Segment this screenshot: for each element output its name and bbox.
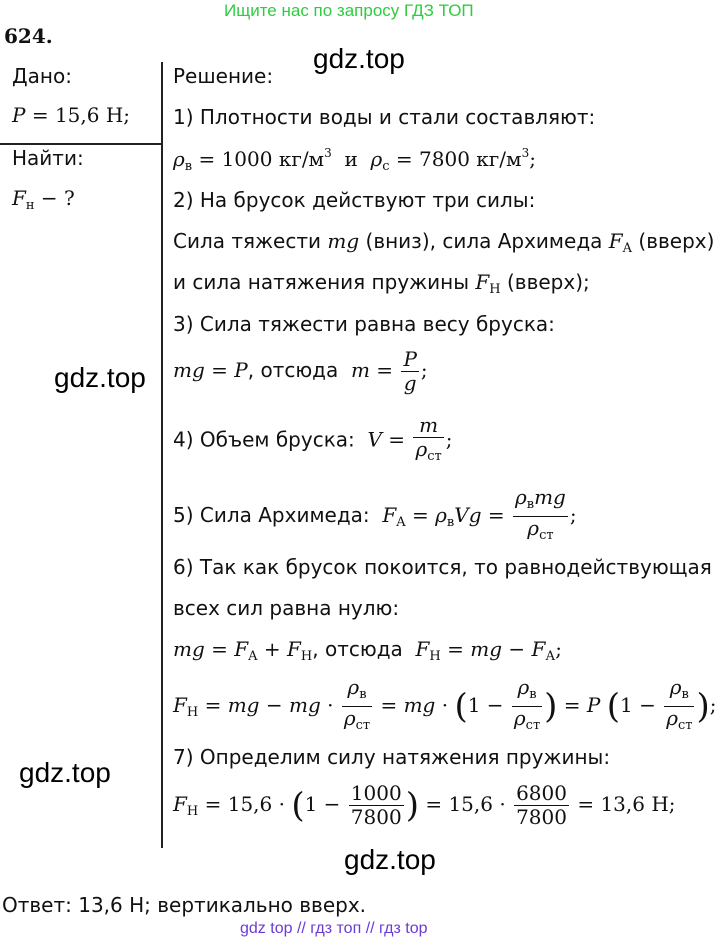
var-p: P [12, 103, 26, 127]
footer-link-3[interactable]: гдз top [379, 920, 428, 937]
frac1-den: 7800 [350, 805, 402, 829]
var-f: F [12, 186, 26, 210]
solution-heading: Решение: [173, 64, 274, 88]
result-value: 13,6 Н; [600, 792, 676, 816]
find-value [12, 186, 75, 213]
result-formula: $F_Н = 15,6 \cdot (1$ − $\frac{1000}{7800}$ ) = 15,6 · $\frac{6800}{7800}$ = 13,6 Н; [173, 781, 676, 829]
forces-line-2: и сила натяжения пружины $F_Н$ (вверх); [173, 270, 590, 297]
archimedes-formula: 5) Сила Архимеда: $F_A = \rho_вVg$ = $\frac{\rho_вmg}{\rho_{ст}}$ ; [173, 485, 577, 543]
step-3: 3) Сила тяжести равна весу бруска: [173, 312, 555, 336]
footer-link-2[interactable]: гдз топ [310, 920, 362, 937]
footer-links [240, 920, 428, 938]
given-weight-value: = 15,6 Н; [25, 103, 131, 127]
step-2: 2) На брусок действуют три силы: [173, 188, 536, 212]
sub-n: н [25, 198, 35, 213]
mass-formula: mg = P, отсюда m = $\frac{P}{g}$ ; [173, 347, 428, 395]
watermark-1: gdz.top [313, 43, 405, 74]
footer-link-1[interactable]: gdz top [240, 920, 293, 937]
frac2-num: 6800 [516, 781, 567, 805]
step-6-line-2: всех сил равна нулю: [173, 596, 400, 620]
watermark-4: gdz.top [344, 844, 436, 875]
given-weight [12, 103, 130, 127]
frac2-den: 7800 [516, 805, 567, 829]
volume-formula: 4) Объем бруска: V = $\frac{m}{\rho_{ст}}$ ; [173, 413, 453, 464]
problem-number: 624. [4, 24, 53, 48]
tension-formula: $F_Н$ = mg − mg · $\frac{\rho_в}{\rho_{ст}}$ = mg · (1 − $\frac{\rho_в}{\rho_{ст}}$ ) = P (1 − $\frac{\rho_в}{\rho_{ст}}$ ); [173, 675, 716, 733]
step-7: 7) Определим силу натяжения пружины: [173, 745, 611, 769]
weight-1: 15,6 [227, 792, 273, 816]
cube-1: 3 [324, 146, 332, 160]
watermark-2: gdz.top [54, 362, 146, 393]
find-rest: − ? [34, 186, 75, 210]
given-divider [0, 143, 162, 145]
step-6-line-1: 6) Так как брусок покоится, то равнодействующая [173, 555, 712, 579]
footer-sep-2: // [365, 920, 375, 937]
vertical-divider [161, 62, 163, 848]
step-1: 1) Плотности воды и стали составляют: [173, 105, 596, 129]
rho-water: 1000 кг/м [221, 147, 325, 171]
forces-line-1: Сила тяжести mg (вниз), сила Архимеда $F_A$ (вверх) [173, 229, 715, 256]
answer: Ответ: 13,6 Н; вертикально вверх. [2, 893, 367, 917]
balance-formula: mg = $F_A + F_Н$, отсюда $F_Н$ = mg − $F_А$; [173, 637, 562, 664]
densities-line: $\rho_в = 1000$ $кг/м^3$ и $\rho_c = 7800$ $кг/м^3$; [173, 146, 536, 174]
frac1-num: 1000 [350, 781, 402, 805]
cube-2: 3 [521, 146, 530, 160]
watermark-3: gdz.top [19, 757, 111, 788]
search-banner: Ищите нас по запросу ГДЗ ТОП [224, 1, 474, 20]
find-label: Найти: [12, 146, 84, 170]
weight-2: 15,6 [448, 792, 493, 816]
footer-sep-1: // [296, 920, 306, 937]
given-label: Дано: [12, 64, 72, 88]
rho-steel: 7800 кг/м [419, 147, 522, 171]
